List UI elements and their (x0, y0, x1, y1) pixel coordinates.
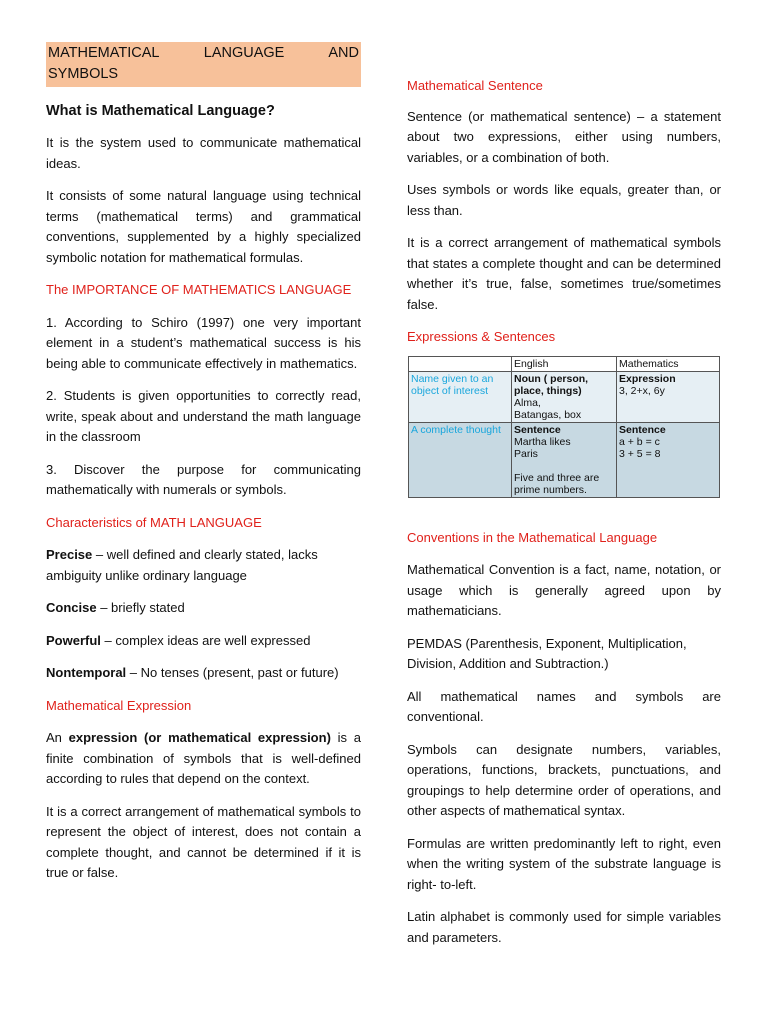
cell-math-sentence-example-1: a + b = c (619, 435, 660, 448)
cell-math-expression-example: 3, 2+x, 6y (619, 384, 665, 397)
cell-english-sentence-example-3: Five and three are prime numbers. (514, 471, 600, 496)
cell-math-sentence (617, 422, 720, 497)
sentence-definition: Sentence (or mathematical sentence) – a statement about two expressions, either using numbers, variables, or a combination of both. (407, 108, 721, 165)
document-title (46, 42, 361, 87)
table-header-mathematics: Mathematics (617, 356, 720, 371)
table-row (409, 371, 720, 422)
expressions-sentences-table (408, 356, 720, 498)
row-label-object: Name given to an object of interest (409, 371, 512, 422)
convention-definition: Mathematical Convention is a fact, name, notation, or usage which is generally agreed upon by mathematicians. (407, 562, 721, 618)
cell-english-noun (512, 371, 617, 422)
convention-pemdas: PEMDAS (Parenthesis, Exponent, Multiplication, Division, Addition and Subtraction.) (407, 635, 687, 671)
row-label-thought: A complete thought (409, 422, 512, 497)
cell-english-sentence-title: Sentence (514, 423, 561, 436)
term-nontemporal: Nontemporal (46, 665, 127, 680)
characteristics-heading: Characteristics of MATH LANGUAGE (46, 514, 262, 530)
table-header-english: English (512, 356, 617, 371)
expression-explanation: It is a correct arrangement of mathematical symbols to represent the object of interest, does not contain a complete thought, and cannot be determined if it is true or false. (46, 803, 361, 880)
right-column (407, 76, 721, 960)
cell-math-expression (617, 371, 720, 422)
question-heading: What is Mathematical Language? (46, 103, 275, 119)
sentence-explanation: It is a correct arrangement of mathematical symbols that states a complete thought and can be determined whether it’s true, false, sometimes true/sometimes false. (407, 235, 721, 312)
conventions-heading: Conventions in the Mathematical Language (407, 529, 658, 545)
importance-item-1: 1. According to Schiro (1997) one very important element in a student’s mathematical success is his being able to communicate effectively in mathematics. (46, 314, 361, 371)
cell-english-sentence (512, 422, 617, 497)
characteristic-nontemporal (46, 663, 361, 684)
importance-item-2: 2. Students is given opportunities to correctly read, write, speak about and understand the math language in the classroom (46, 388, 361, 444)
expr-post: is a finite combination of symbols that is well-defined according to rules that depend on the context. (46, 730, 362, 786)
composition-paragraph: It consists of some natural language using technical terms (mathematical terms) and grammatical conventions, supplemented by a highly specialized symbolic notation for mathematical formulas. (46, 188, 361, 265)
cell-english-noun-example-1: Alma, (514, 396, 541, 409)
title-line-1: MATHEMATICAL LANGUAGE AND (48, 45, 359, 61)
sentence-symbols: Uses symbols or words like equals, greater than, or less than. (407, 182, 721, 218)
convention-direction: Formulas are written predominantly left to right, even when the writing system of the substrate language is right- to-left. (407, 835, 721, 892)
importance-heading: The IMPORTANCE OF MATHEMATICS LANGUAGE (46, 282, 352, 297)
cell-math-sentence-example-2: 3 + 5 = 8 (619, 447, 661, 460)
term-precise: Precise (46, 547, 93, 562)
definition-paragraph: It is the system used to communicate mathematical ideas. (46, 135, 361, 171)
characteristic-precise (46, 545, 361, 586)
characteristic-concise (46, 598, 361, 619)
cell-english-sentence-example-1: Martha likes (514, 435, 571, 448)
desc-nontemporal: – No tenses (present, past or future) (126, 665, 339, 680)
cell-english-noun-example-2: Batangas, box (514, 408, 582, 421)
cell-math-sentence-title: Sentence (619, 423, 666, 436)
characteristic-powerful (46, 631, 361, 652)
desc-precise: – well defined and clearly stated, lacks ambiguity unlike ordinary language (46, 547, 318, 583)
cell-english-sentence-example-2: Paris (514, 447, 538, 460)
convention-names: All mathematical names and symbols are conventional. (407, 688, 721, 724)
desc-powerful: – complex ideas are well expressed (100, 632, 311, 648)
term-powerful: Powerful (46, 632, 101, 648)
expression-definition (46, 728, 361, 790)
expression-heading: Mathematical Expression (46, 697, 192, 713)
convention-symbols: Symbols can designate numbers, variables, operations, functions, brackets, punctuations, and groupings to help determine order of operations, and other aspects of mathematical syntax. (407, 741, 721, 818)
sentence-heading: Mathematical Sentence (407, 78, 543, 93)
expr-bold: expression (or mathematical expression) (68, 730, 331, 745)
left-column (46, 42, 361, 896)
table-header-blank (409, 356, 512, 371)
cell-english-noun-title: Noun ( person, place, things) (514, 372, 589, 397)
convention-latin: Latin alphabet is commonly used for simple variables and parameters. (407, 909, 721, 945)
term-concise: Concise (46, 600, 97, 615)
table-row (409, 422, 720, 497)
table-header-row (409, 356, 720, 371)
expressions-sentences-heading: Expressions & Sentences (407, 329, 556, 344)
expr-pre: An (46, 730, 69, 745)
importance-item-3: 3. Discover the purpose for communicating mathematically with numerals or symbols. (46, 461, 361, 497)
cell-math-expression-title: Expression (619, 372, 676, 385)
title-line-2: SYMBOLS (48, 66, 119, 82)
desc-concise: – briefly stated (96, 600, 185, 615)
